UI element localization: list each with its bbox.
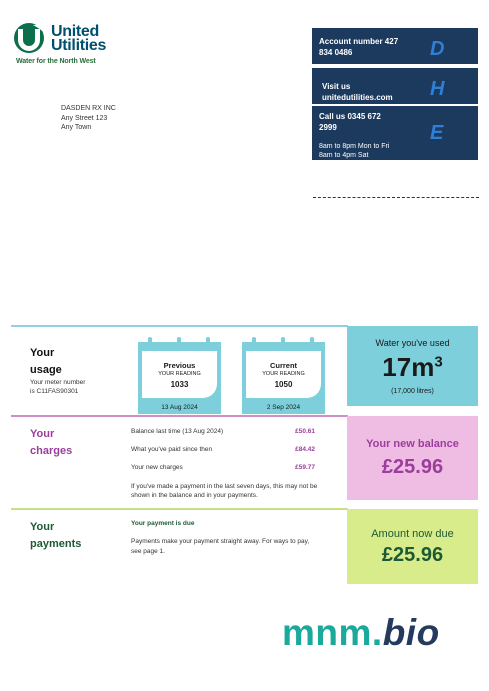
dashed-divider — [313, 197, 479, 198]
brand-tagline: Water for the North West — [16, 58, 96, 65]
phone-part2: 2999 — [319, 123, 337, 132]
payments-title: Your payments — [30, 521, 82, 550]
phone-box — [312, 106, 478, 160]
address-line1: DASDEN RX INC — [61, 105, 116, 112]
brand-name-line1: United — [51, 23, 99, 40]
payment-delay-note: If you've made a payment in the last seven days, this may not be shown in the balance and in your payments. — [131, 483, 318, 499]
previous-reading-date: 13 Aug 2024 — [161, 404, 198, 411]
website-text — [322, 81, 393, 103]
watermark-part2: bio — [382, 612, 440, 653]
current-reading-value: 1050 — [274, 380, 293, 389]
calendar-ring — [310, 337, 314, 349]
meter-number — [30, 379, 85, 396]
calendar-page — [142, 351, 217, 398]
opening-hours — [319, 142, 389, 160]
calendar-ring — [281, 337, 285, 349]
address-line2: Any Street 123 — [61, 114, 108, 122]
code-letter-h: H — [430, 78, 445, 100]
previous-reading-title: Previous — [163, 361, 196, 370]
calendar-page — [246, 351, 321, 398]
watermark-part1: mnm. — [282, 612, 383, 653]
charge-row-paid-since: What you've paid since then £84.42 — [131, 446, 315, 453]
amount-due-box — [347, 509, 478, 584]
amount-due-value: £25.96 — [381, 544, 444, 566]
water-used-box — [347, 326, 478, 406]
calendar-ring — [252, 337, 256, 349]
watermark-logo — [282, 612, 440, 654]
customer-address — [61, 104, 116, 133]
charge-amount: £84.42 — [295, 446, 315, 453]
usage-divider — [11, 325, 348, 327]
account-label: Account number — [319, 37, 383, 46]
previous-reading-calendar — [138, 342, 221, 414]
payment-info-text: Payments make your payment straight away. For ways to pay, see page 1. — [131, 538, 310, 555]
call-label: Call us — [319, 112, 346, 121]
current-reading-sub: YOUR READING — [262, 371, 305, 377]
charge-amount: £50.61 — [295, 428, 315, 435]
new-balance-label: Your new balance — [366, 438, 459, 450]
account-number-part2: 834 0486 — [319, 48, 353, 57]
calendar-ring — [206, 337, 210, 349]
water-used-value: $17m^3$ — [382, 352, 443, 382]
amount-due-label: Amount now due — [371, 528, 454, 540]
phone-text — [319, 111, 381, 133]
payment-due-heading: Your payment is due — [131, 520, 195, 527]
charge-row-new-charges: Your new charges £59.77 — [131, 464, 315, 471]
code-letter-e: E — [430, 122, 444, 144]
cubic-superscript: 3 — [434, 353, 443, 371]
current-reading-date: 2 Sep 2024 — [266, 404, 301, 411]
payments-divider — [11, 508, 348, 510]
usage-title: Your usage — [30, 347, 62, 376]
water-used-litres: (17,000 litres) — [391, 388, 434, 395]
united-utilities-logo — [13, 22, 133, 68]
current-reading-calendar — [242, 342, 325, 414]
new-balance-box — [347, 416, 478, 500]
website-link[interactable]: unitedutilities.com — [322, 93, 393, 102]
charge-amount: £59.77 — [295, 464, 315, 471]
visit-label: Visit us — [322, 82, 351, 91]
water-used-label: Water you've used — [375, 338, 450, 348]
meter-label: Your meter number — [30, 379, 86, 386]
hours-saturday: 8am to 4pm Sat — [319, 152, 369, 159]
calendar-ring — [177, 337, 181, 349]
account-number-part1: 427 — [384, 37, 399, 46]
charges-divider — [11, 415, 348, 417]
previous-reading-value: 1033 — [170, 380, 189, 389]
charges-title: Your charges — [30, 428, 73, 457]
account-number-text — [319, 36, 398, 58]
meter-value: is C11FAS90301 — [30, 387, 79, 395]
account-number-box — [312, 28, 478, 64]
new-balance-value: £25.96 — [381, 456, 444, 478]
hours-weekday: 8am to 8pm Mon to Fri — [319, 143, 390, 150]
charge-row-balance-last: Balance last time (13 Aug 2024) £50.61 — [131, 428, 315, 435]
brand-name-line2: Utilities — [51, 37, 107, 54]
website-box — [312, 68, 478, 104]
united-utilities-logo-icon — [13, 22, 47, 54]
calendar-ring — [148, 337, 152, 349]
previous-reading-sub: YOUR READING — [158, 371, 201, 377]
phone-part1: 0345 672 — [347, 112, 381, 121]
code-letter-d: D — [430, 38, 445, 60]
current-reading-title: Current — [269, 361, 298, 370]
address-line3: Any Town — [61, 124, 92, 131]
